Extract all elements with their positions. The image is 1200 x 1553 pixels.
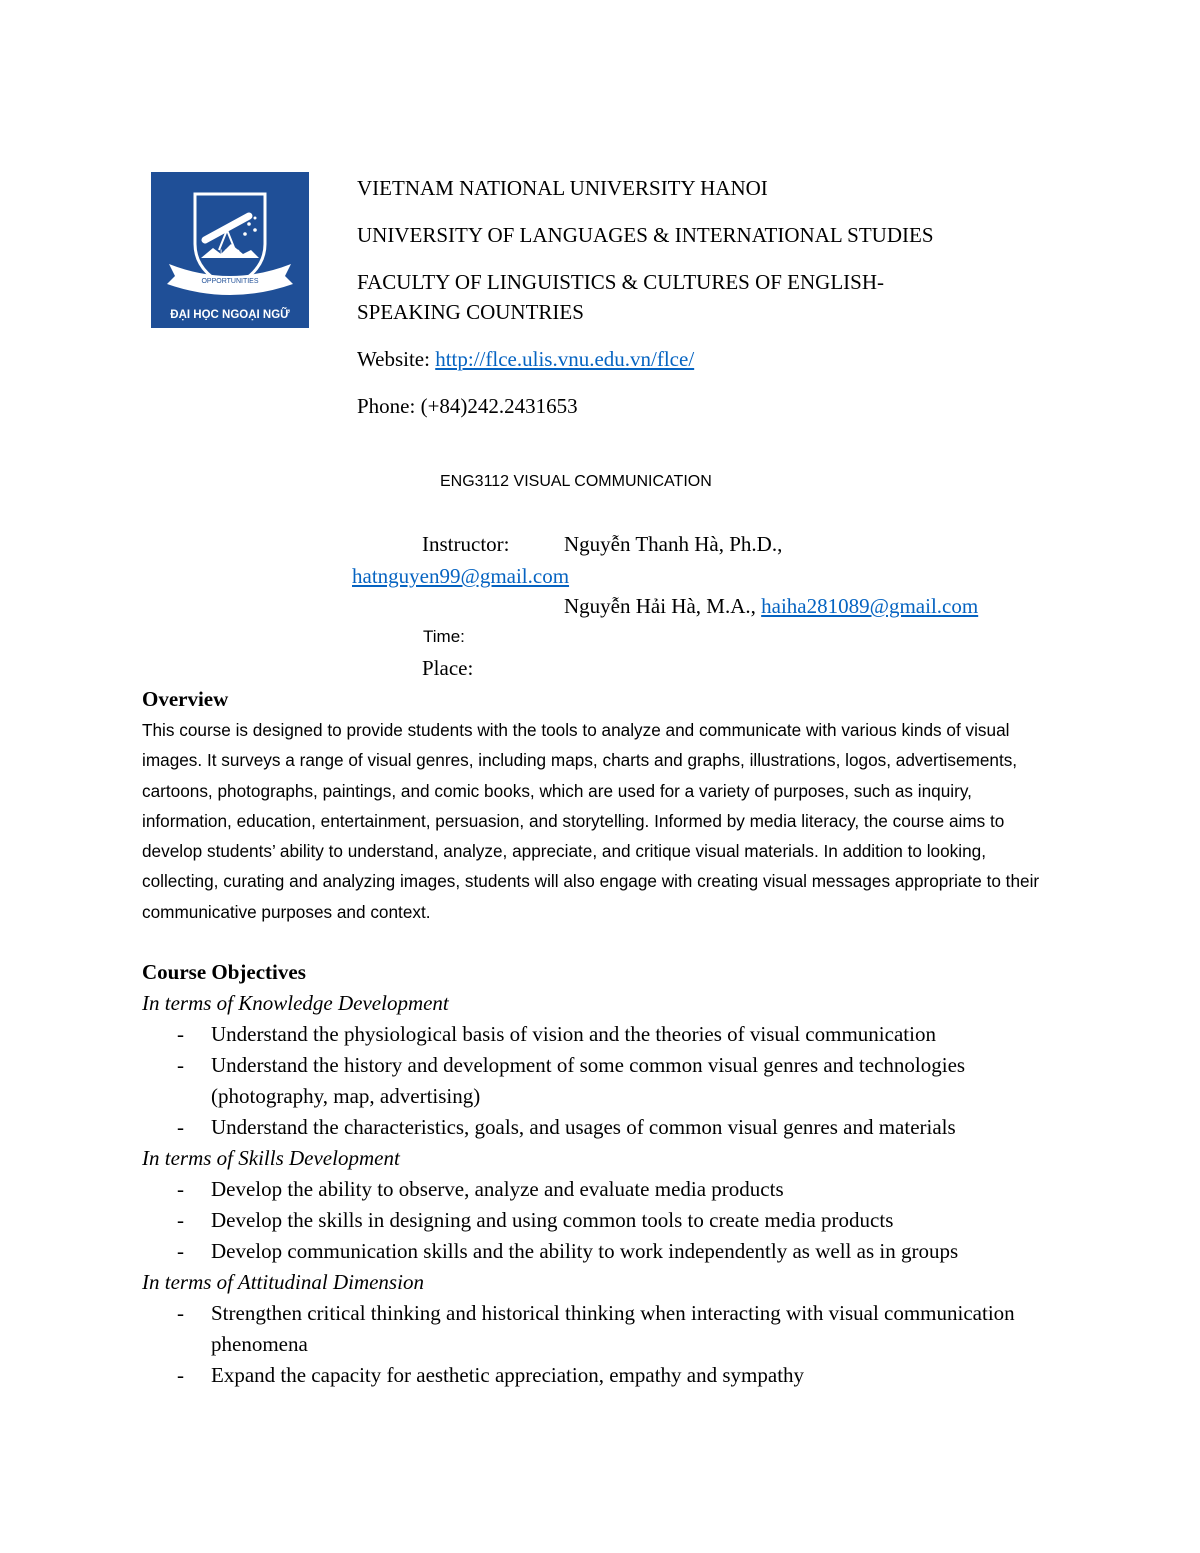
knowledge-subheading: In terms of Knowledge Development: [142, 991, 449, 1015]
list-item: - Develop communication skills and the ability to work independently as well as in groups: [142, 1236, 1072, 1267]
overview-heading: Overview: [142, 687, 229, 711]
knowledge-list: [142, 1019, 1072, 1143]
objectives-heading: Course Objectives: [142, 960, 306, 984]
header-faculty-line2: SPEAKING COUNTRIES: [357, 300, 584, 324]
logo-caption: ĐẠI HỌC NGOẠI NGỮ: [170, 309, 290, 321]
instructor-email-1-line: [352, 561, 569, 591]
website-label: Website:: [357, 347, 436, 371]
list-item: - Expand the capacity for aesthetic appreciation, empathy and sympathy: [142, 1360, 1072, 1391]
instructor-label: Instructor:: [422, 532, 510, 556]
instructor-name-1: Nguyễn Thanh Hà, Ph.D.,: [564, 532, 783, 556]
overview-paragraph: This course is designed to provide students with the tools to analyze and communicate with various kinds of visual images. It surveys a range of visual genres, including maps, charts and graphs, illustrations, logos, advertisements, cartoons, photographs, paintings, and comic books, which are used for a variety of purposes, such as inquiry, information, education, entertainment, persuasion, and storytelling. Informed by media literacy, the course aims to develop students’ ability to understand, analyze, appreciate, and critique visual materials. In addition to looking, collecting, curating and analyzing images, students will also engage with creating visual messages appropriate to their communicative purposes and context.: [142, 720, 1040, 922]
course-title: ENG3112 VISUAL COMMUNICATION: [440, 473, 712, 490]
list-item: - Understand the physiological basis of vision and the theories of visual communication: [142, 1019, 1072, 1050]
header-university: VIETNAM NATIONAL UNIVERSITY HANOI: [357, 176, 768, 200]
website-line: [357, 344, 694, 374]
header-faculty-line1: FACULTY OF LINGUISTICS & CULTURES OF ENGLISH-: [357, 270, 884, 294]
instructor-name-2: Nguyễn Hải Hà, M.A.,: [564, 594, 762, 618]
instructor-email-1-link[interactable]: hatnguyen99@gmail.com: [352, 564, 570, 588]
phone-line: Phone: (+84)242.2431653: [357, 394, 578, 418]
header-school: UNIVERSITY OF LANGUAGES & INTERNATIONAL STUDIES: [357, 223, 934, 247]
instructor-line-2: [564, 591, 978, 621]
place-label: Place:: [422, 656, 474, 680]
ribbon-text: OPPORTUNITIES: [201, 278, 259, 285]
website-link[interactable]: http://flce.ulis.vnu.edu.vn/flce/: [435, 347, 695, 371]
list-item: - Understand the history and development of some common visual genres and technologies (photography, map, advertising): [142, 1050, 1072, 1112]
ulis-emblem-icon: [151, 172, 309, 328]
instructor-email-2-link[interactable]: haiha281089@gmail.com: [761, 594, 979, 618]
skills-list: [142, 1174, 1072, 1267]
university-logo: [151, 172, 309, 328]
time-label: Time:: [423, 627, 465, 646]
attitude-subheading: In terms of Attitudinal Dimension: [142, 1270, 424, 1294]
emblem-text: ULIS: [219, 248, 241, 258]
attitude-list: [142, 1298, 1072, 1391]
list-item: - Develop the ability to observe, analyze and evaluate media products: [142, 1174, 1072, 1205]
skills-subheading: In terms of Skills Development: [142, 1146, 400, 1170]
list-item: - Understand the characteristics, goals, and usages of common visual genres and materials: [142, 1112, 1072, 1143]
list-item: - Develop the skills in designing and using common tools to create media products: [142, 1205, 1072, 1236]
list-item: - Strengthen critical thinking and historical thinking when interacting with visual communication phenomena: [142, 1298, 1072, 1360]
